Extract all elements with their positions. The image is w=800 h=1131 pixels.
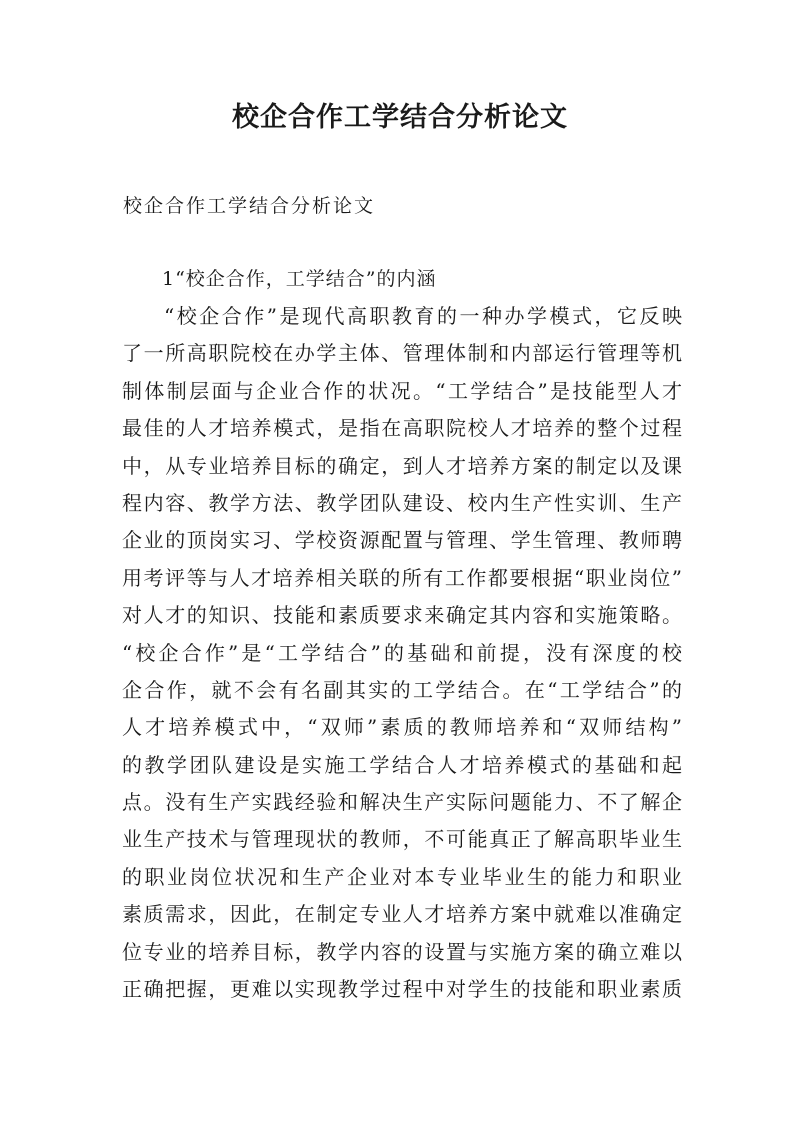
body-line: “校企合作”是“工学结合”的基础和前提，没有深度的校 [122, 640, 682, 665]
body-line: 企合作，就不会有名副其实的工学结合。在“工学结合”的 [122, 677, 682, 702]
body-line: 业生产技术与管理现状的教师，不可能真正了解高职毕业生 [122, 827, 682, 852]
section-heading: 1“校企合作，工学结合”的内涵 [162, 268, 437, 290]
body-line: 最佳的人才培养模式，是指在高职院校人才培养的整个过程 [122, 416, 682, 441]
body-line: 企业的顶岗实习、学校资源配置与管理、学生管理、教师聘 [122, 528, 682, 553]
body-line: 位专业的培养目标，教学内容的设置与实施方案的确立难以 [122, 939, 682, 964]
body-line: 制体制层面与企业合作的状况。“工学结合”是技能型人才 [122, 378, 682, 403]
body-line: “校企合作”是现代高职教育的一种办学模式，它反映 [164, 304, 682, 328]
body-line: 中，从专业培养目标的确定，到人才培养方案的制定以及课 [122, 453, 682, 478]
body-paragraph [122, 298, 682, 1008]
body-line: 程内容、教学方法、教学团队建设、校内生产性实训、生产 [122, 490, 682, 515]
body-line: 素质需求，因此，在制定专业人才培养方案中就难以准确定 [122, 902, 682, 927]
body-line: 对人才的知识、技能和素质要求来确定其内容和实施策略。 [122, 603, 682, 628]
body-line: 用考评等与人才培养相关联的所有工作都要根据“职业岗位” [122, 565, 682, 590]
body-line: 人才培养模式中，“双师”素质的教师培养和“双师结构” [122, 715, 682, 740]
document-title: 校企合作工学结合分析论文 [232, 102, 568, 133]
body-line: 的职业岗位状况和生产企业对本专业毕业生的能力和职业 [122, 864, 682, 889]
body-line: 正确把握，更难以实现教学过程中对学生的技能和职业素质 [122, 977, 682, 1002]
document-subtitle: 校企合作工学结合分析论文 [123, 195, 376, 217]
body-line: 了一所高职院校在办学主体、管理体制和内部运行管理等机 [122, 341, 682, 366]
body-line: 的教学团队建设是实施工学结合人才培养模式的基础和起 [122, 752, 682, 777]
body-line: 点。没有生产实践经验和解决生产实际问题能力、不了解企 [122, 790, 682, 815]
